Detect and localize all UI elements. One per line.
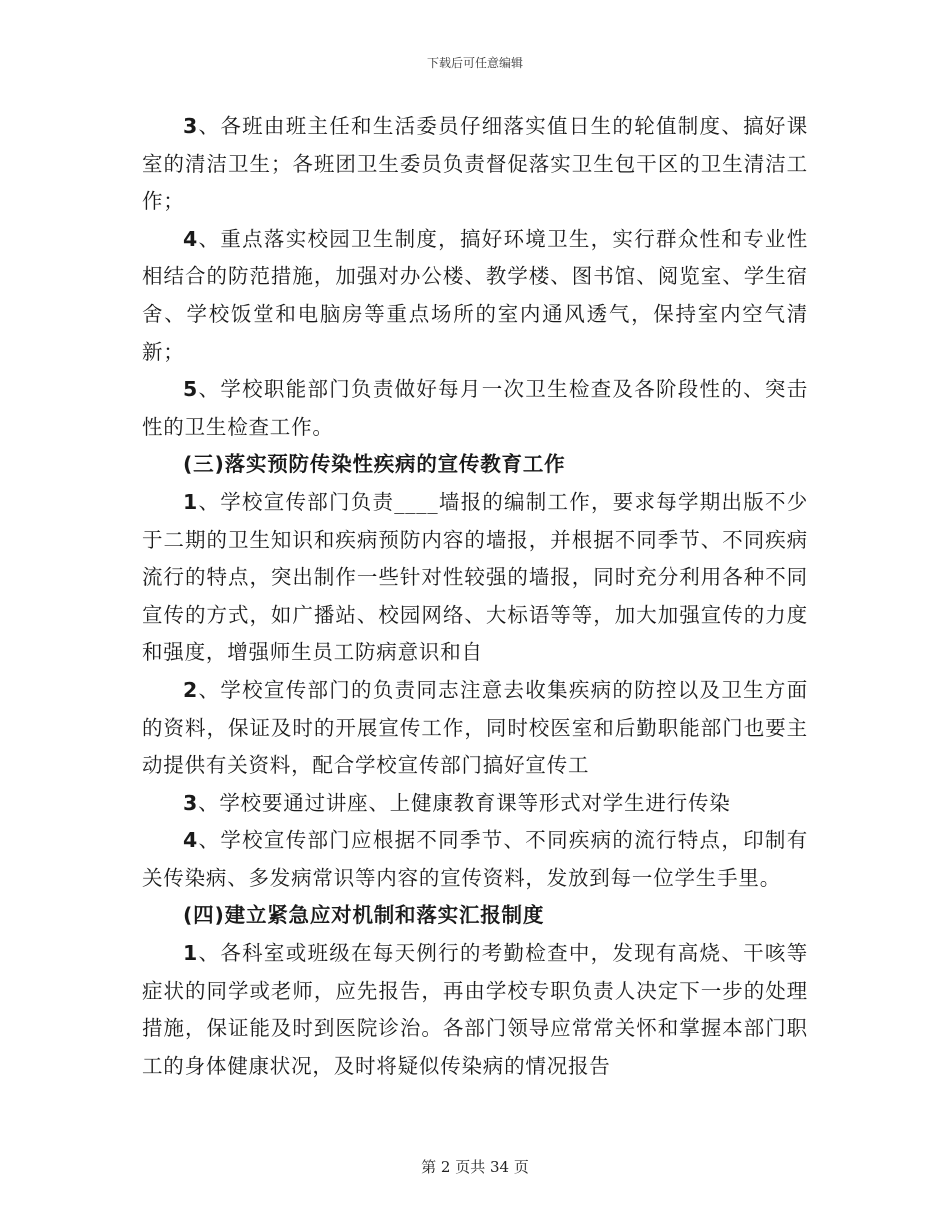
paragraph-text: 、学校宣传部门负责____墙报的编制工作，要求每学期出版不少于二期的卫生知识和疾病预防内容的墙报，并根据不同季节、不同疾病流行的特点，突出制作一些针对性较强的墙报，同时充分利用各种不同宣传的方式，如广播站、校园网络、大标语等等，加大加强宣传的力度和强度，增强师生员工防病意识和自 <box>142 489 808 665</box>
page-number: 第 2 页共 34 页 <box>421 1158 529 1176</box>
item-number: 4 <box>183 226 199 251</box>
paragraph-item-3-class-duty <box>142 108 808 221</box>
paragraph-item-2-materials <box>142 672 808 785</box>
document-body <box>142 108 808 1085</box>
paragraph-item-4-campus-hygiene <box>142 221 808 371</box>
paragraph-item-5-inspection <box>142 371 808 446</box>
header-note: 下载后可任意编辑 <box>426 56 523 70</box>
item-number: 4 <box>183 828 199 853</box>
paragraph-text: 、各科室或班级在每天例行的考勤检查中，发现有高烧、干咳等症状的同学或老师，应先报告，再由学校专职负责人决定下一步的处理措施，保证能及时到医院诊治。各部门领导应常常关怀和掌握本部门职工的身体健康状况，及时将疑似传染病的情况报告 <box>142 941 808 1078</box>
paragraph-text: 、学校宣传部门应根据不同季节、不同疾病的流行特点，印制有关传染病、多发病常识等内容的宣传资料，发放到每一位学生手里。 <box>142 828 808 890</box>
paragraph-text: 、学校职能部门负责做好每月一次卫生检查及各阶段性的、突击性的卫生检查工作。 <box>142 377 808 439</box>
item-number: 2 <box>183 677 199 702</box>
paragraph-item-1-emergency-report <box>142 935 808 1085</box>
item-number: 5 <box>183 377 199 402</box>
paragraph-text: 、重点落实校园卫生制度，搞好环境卫生，实行群众性和专业性相结合的防范措施，加强对办公楼、教学楼、图书馆、阅览室、学生宿舍、学校饭堂和电脑房等重点场所的室内通风透气，保持室内空气清新； <box>142 226 808 364</box>
paragraph-text: 、学校要通过讲座、上健康教育课等形式对学生进行传染 <box>198 790 731 815</box>
paragraph-text: 、各班由班主任和生活委员仔细落实值日生的轮值制度、搞好课室的清洁卫生；各班团卫生委员负责督促落实卫生包干区的卫生清洁工作； <box>142 114 808 214</box>
section-heading-3: (三)落实预防传染性疾病的宣传教育工作 <box>183 452 566 477</box>
item-number: 1 <box>183 489 199 514</box>
paragraph-item-1-wall-newspaper <box>142 484 808 672</box>
item-number: 3 <box>183 114 199 138</box>
item-number: 1 <box>183 941 199 966</box>
item-number: 3 <box>183 790 199 815</box>
paragraph-text: 、学校宣传部门的负责同志注意去收集疾病的防控以及卫生方面的资料，保证及时的开展宣传工作，同时校医室和后勤职能部门也要主动提供有关资料，配合学校宣传部门搞好宣传工 <box>142 677 808 778</box>
paragraph-item-3-lectures <box>142 785 808 823</box>
paragraph-item-4-leaflets <box>142 822 808 897</box>
section-heading-4: (四)建立紧急应对机制和落实汇报制度 <box>183 903 545 928</box>
